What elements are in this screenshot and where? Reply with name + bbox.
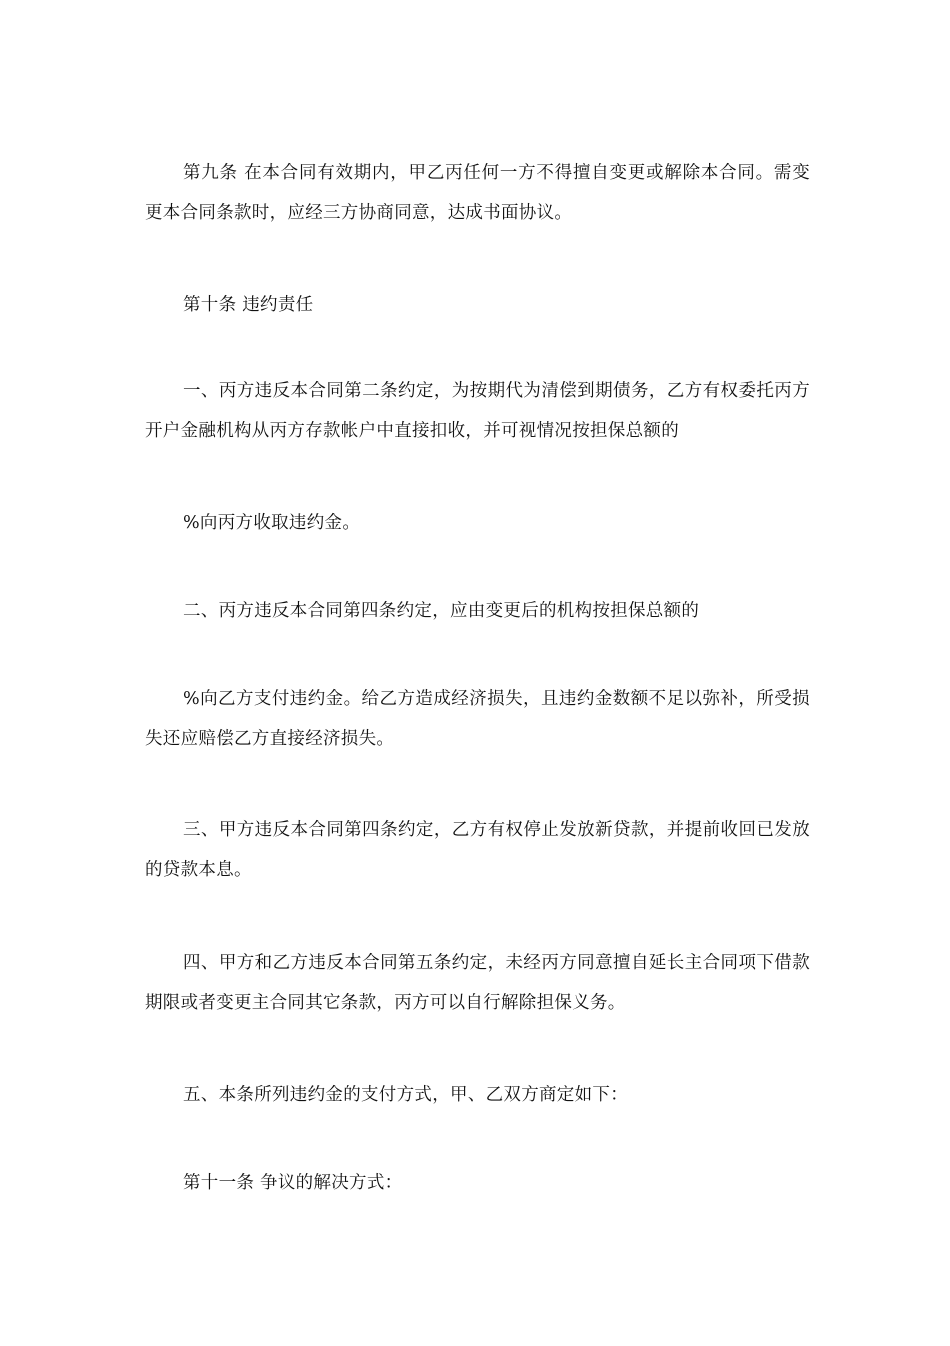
article-11-heading: 第十一条 争议的解决方式： — [183, 1173, 403, 1193]
clause-2-paragraph: 二、丙方违反本合同第四条约定，应由变更后的机构按担保总额的 — [183, 601, 700, 621]
clause-5-paragraph: 五、本条所列违约金的支付方式，甲、乙双方商定如下： — [183, 1085, 628, 1105]
article-10-heading: 第十条 违约责任 — [183, 295, 314, 315]
clause-2-continuation: %向乙方支付违约金。给乙方造成经济损失，且违约金数额不足以弥补，所受损失还应赔偿乙方直接经济损失。 — [145, 689, 810, 749]
clause-4-paragraph: 四、甲方和乙方违反本合同第五条约定，未经丙方同意擅自延长主合同项下借款期限或者变更主合同其它条款，丙方可以自行解除担保义务。 — [145, 953, 810, 1013]
article-9-paragraph: 第九条 在本合同有效期内，甲乙丙任何一方不得擅自变更或解除本合同。需变更本合同条款时，应经三方协商同意，达成书面协议。 — [145, 163, 810, 223]
clause-1-paragraph: 一、丙方违反本合同第二条约定，为按期代为清偿到期债务，乙方有权委托丙方开户金融机构从丙方存款帐户中直接扣收，并可视情况按担保总额的 — [145, 381, 810, 441]
clause-3-paragraph: 三、甲方违反本合同第四条约定，乙方有权停止发放新贷款，并提前收回已发放的贷款本息。 — [145, 820, 810, 880]
clause-1-continuation: %向丙方收取违约金。 — [183, 513, 361, 533]
